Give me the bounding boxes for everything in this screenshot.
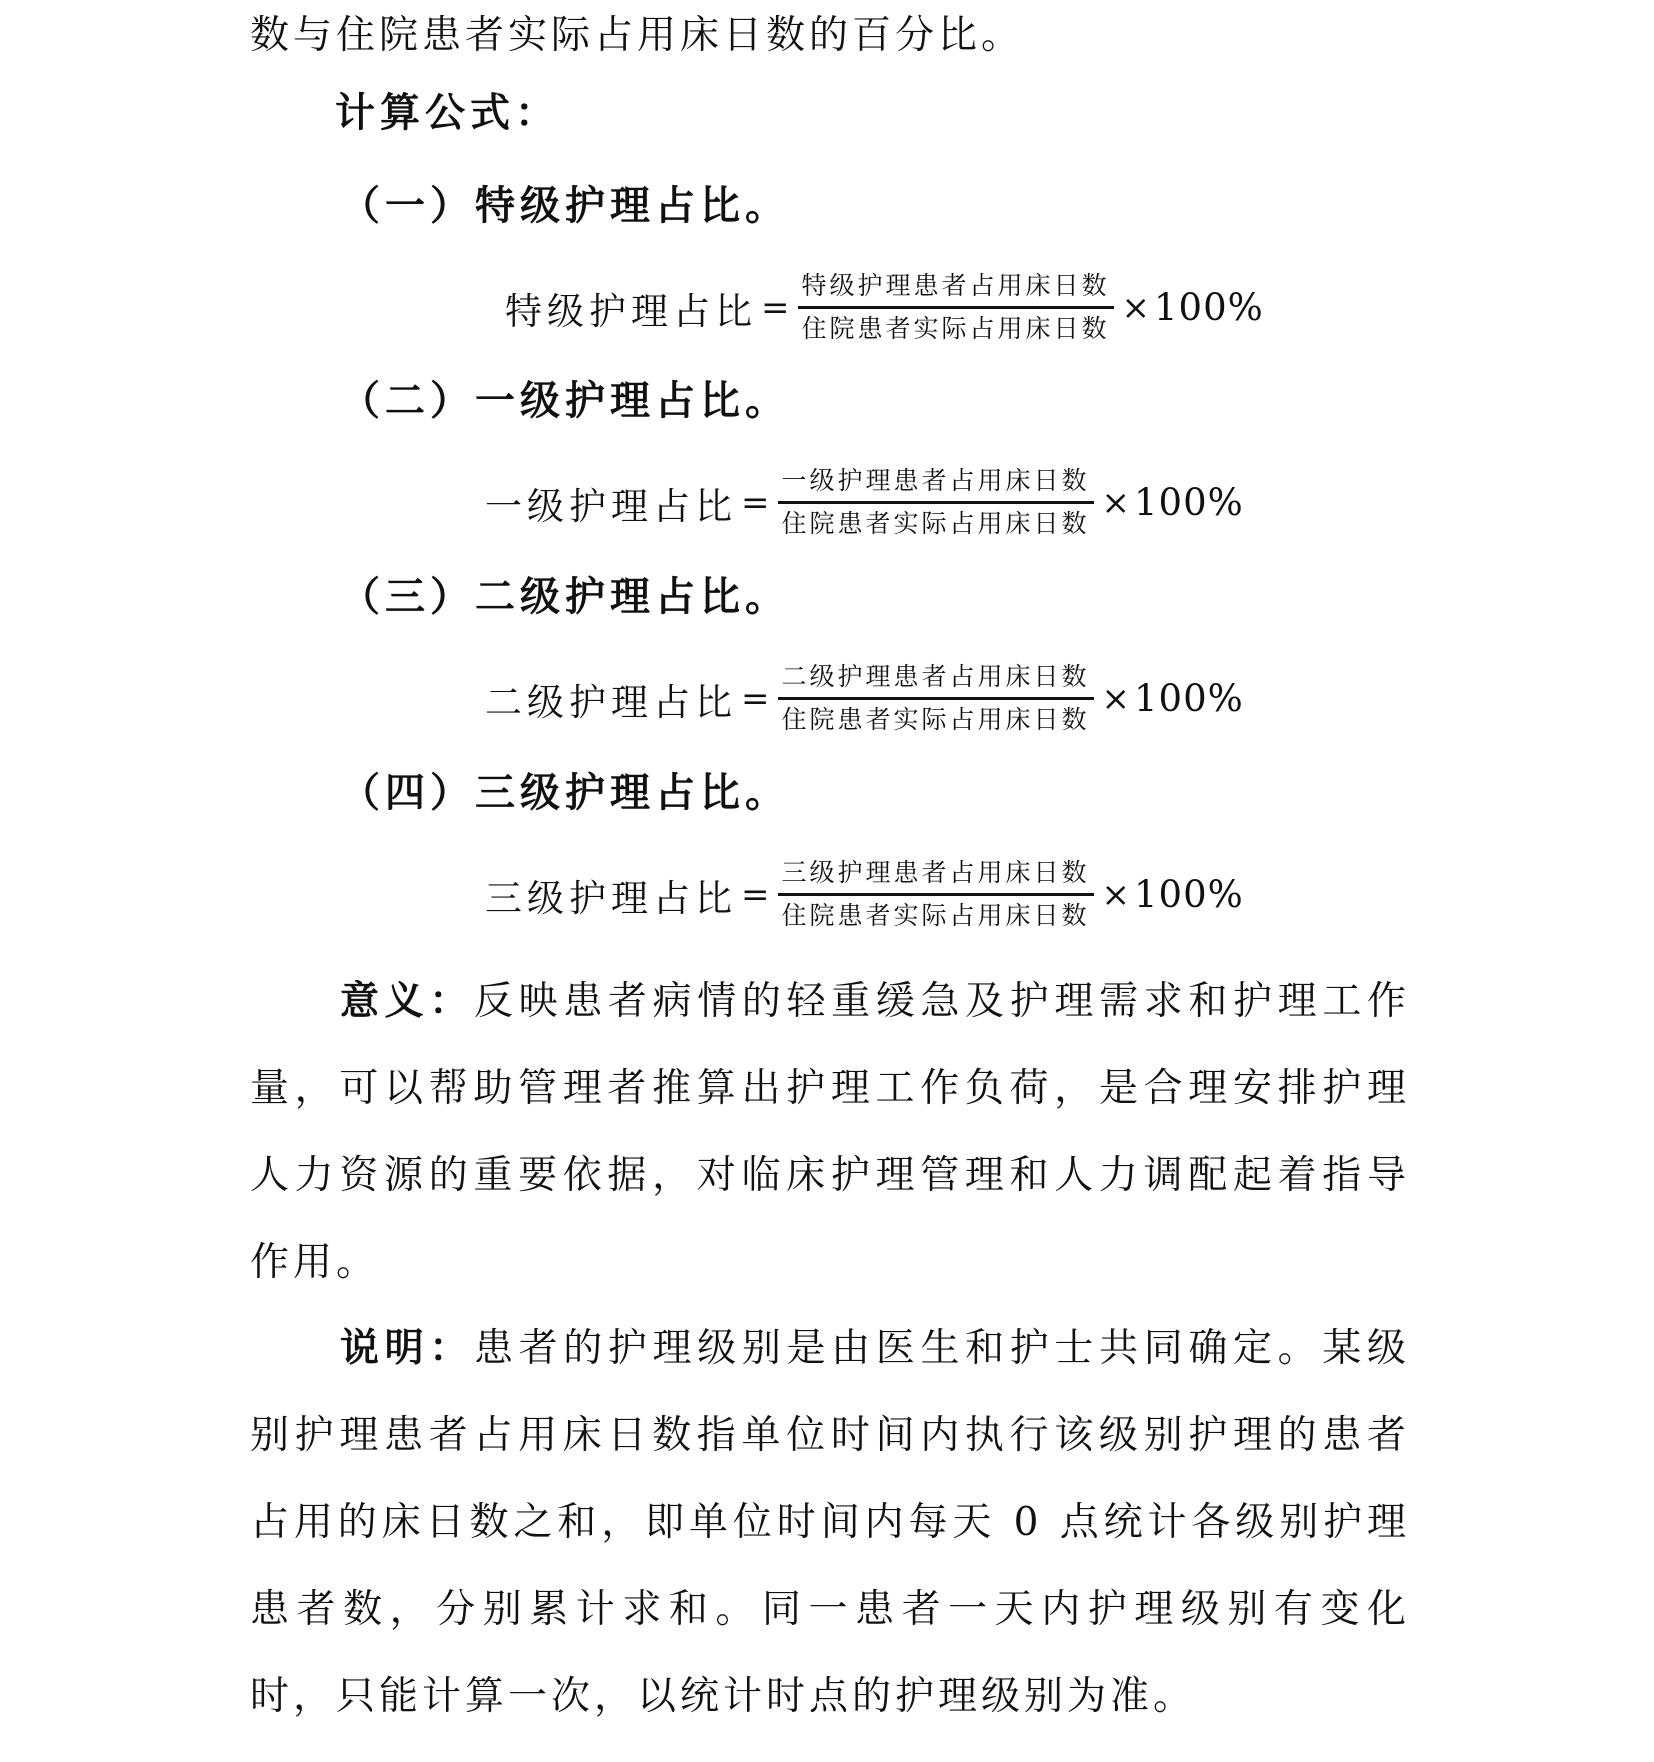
percent-value: 100% [1134,481,1244,524]
fraction [778,659,1094,738]
significance-label: 意义： [340,978,474,1024]
percent-value: 100% [1134,873,1244,916]
times-sign: × [1101,482,1131,523]
formula-3 [485,659,1244,738]
formula-1 [505,268,1264,347]
fraction-denominator: 住院患者实际占用床日数 [781,705,1090,734]
significance-text: 反映患者病情的轻重缓急及护理需求和护理工作量，可以帮助管理者推算出护理工作负荷，是合理安排护理人力资源的重要依据，对临床护理管理和人力调配起着指导作用。 [250,979,1410,1285]
fraction-bar [778,697,1094,700]
equals-sign: = [741,678,770,719]
fraction [778,463,1094,542]
percent-value: 100% [1154,286,1264,329]
section-heading-2: （二）一级护理占比。 [340,377,790,424]
section-heading-4: （四）三级护理占比。 [340,769,790,816]
fraction-denominator: 住院患者实际占用床日数 [801,314,1110,343]
explanation-paragraph [250,1305,1410,1740]
times-sign: × [1121,287,1151,328]
formula-2 [485,463,1244,542]
times-sign: × [1101,678,1131,719]
fraction [778,855,1094,934]
fraction-numerator: 特级护理患者占用床日数 [801,271,1110,300]
formula-lhs: 一级护理占比 [485,484,737,528]
formula-lhs: 三级护理占比 [485,876,737,920]
percent-value: 100% [1134,677,1244,720]
explanation-text: 患者的护理级别是由医生和护士共同确定。某级别护理患者占用床日数指单位时间内执行该级别护理的患者占用的床日数之和，即单位时间内每天 0 点统计各级别护理患者数，分别累计求和。同一患者一天内护理级别有变化时，只能计算一次，以统计时点的护理级别为准。 [250,1326,1410,1719]
equals-sign: = [761,287,790,328]
formula-4 [485,855,1244,934]
fraction-numerator: 二级护理患者占用床日数 [781,662,1090,691]
equals-sign: = [741,874,770,915]
formula-label: 计算公式： [335,89,560,136]
equals-sign: = [741,482,770,523]
significance-paragraph [250,958,1410,1306]
explanation-label: 说明： [340,1325,474,1371]
fraction-denominator: 住院患者实际占用床日数 [781,509,1090,538]
fraction-numerator: 一级护理患者占用床日数 [781,466,1090,495]
formula-lhs: 特级护理占比 [505,289,757,333]
fraction-numerator: 三级护理患者占用床日数 [781,858,1090,887]
section-heading-3: （三）二级护理占比。 [340,573,790,620]
section-heading-1: （一）特级护理占比。 [340,182,790,229]
intro-line: 数与住院患者实际占用床日数的百分比。 [250,13,1025,58]
fraction-denominator: 住院患者实际占用床日数 [781,901,1090,930]
fraction-bar [798,306,1114,309]
fraction [798,268,1114,347]
fraction-bar [778,893,1094,896]
formula-lhs: 二级护理占比 [485,680,737,724]
fraction-bar [778,501,1094,504]
times-sign: × [1101,874,1131,915]
